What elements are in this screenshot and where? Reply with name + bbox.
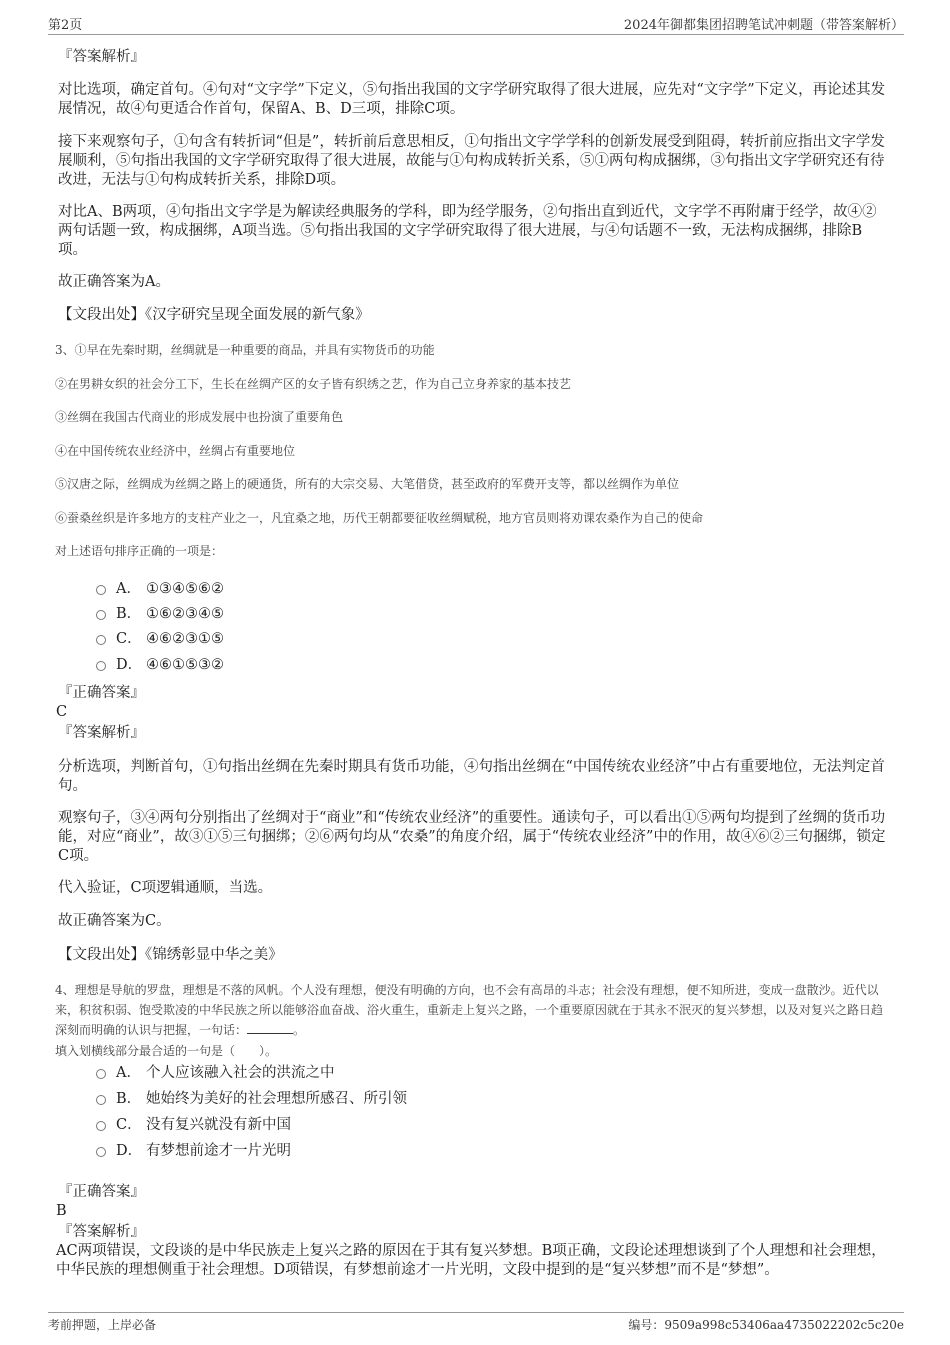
analysis-label: 『答案解析』 — [58, 49, 145, 65]
source-citation: 【文段出处】《汉字研究呈现全面发展的新气象》 — [58, 307, 370, 323]
page-header — [48, 14, 904, 35]
question-sentence: ⑤汉唐之际，丝绸成为丝绸之路上的硬通货，所有的大宗交易、大笔借贷，甚至政府的军费开支等，都以丝绸作为单位 — [55, 477, 680, 491]
radio-button-icon[interactable] — [96, 661, 106, 671]
analysis-paragraph: 分析选项，判断首句，①句指出丝绸在先秦时期具有货币功能，④句指出丝绸在“中国传统农业经济”中占有重要地位，无法判定首句。 — [58, 759, 885, 794]
option-d[interactable]: D． 有梦想前途才一片光明 — [96, 1142, 291, 1160]
radio-button-icon[interactable] — [96, 1121, 106, 1131]
document-id: 编号：9509a998c53406aa4735022202c5c20e — [628, 1318, 904, 1332]
radio-button-icon[interactable] — [96, 585, 106, 595]
radio-button-icon[interactable] — [96, 1147, 106, 1157]
question-sentence: ③丝绸在我国古代商业的形成发展中也扮演了重要角色 — [55, 410, 344, 424]
option-c[interactable]: C． ④⑥②③①⑤ — [96, 630, 224, 648]
answer-conclusion: 故正确答案为C。 — [58, 913, 171, 929]
radio-button-icon[interactable] — [96, 1095, 106, 1105]
analysis-paragraph: 观察句子，③④两句分别指出了丝绸对于“商业”和“传统农业经济”的重要性。通读句子，可以看出①⑤两句均提到了丝绸的货币功能，对应“商业”，故③①⑤三句捆绑；②⑥两句均从“农桑”的角度介绍，属于“传统农业经济”中的作用，故④⑥②三句捆绑，锁定C项。 — [58, 810, 886, 864]
question-sentence: 3、①早在先秦时期，丝绸就是一种重要的商品，并具有实物货币的功能 — [55, 343, 435, 357]
page-footer — [48, 1312, 904, 1333]
correct-answer-label: 『正确答案』 — [58, 685, 145, 701]
question-sentence: ⑥蚕桑丝织是许多地方的支柱产业之一，凡宜桑之地，历代王朝都要征收丝绸赋税，地方官员则将劝课农桑作为自己的使命 — [55, 511, 704, 525]
question-prompt: 对上述语句排序正确的一项是： — [55, 544, 224, 558]
question-sentence: ④在中国传统农业经济中，丝绸占有重要地位 — [55, 444, 296, 458]
option-d[interactable]: D． ④⑥①⑤③② — [96, 656, 224, 674]
document-title: 2024年御都集团招聘笔试冲刺题（带答案解析） — [623, 18, 904, 33]
option-a[interactable]: A． 个人应该融入社会的洪流之中 — [96, 1064, 335, 1082]
analysis-paragraph: 接下来观察句子，①句含有转折词“但是”，转折前后意思相反，①句指出文字学学科的创新发展受到阻碍，转折前应指出文字学发展顺利，⑤句指出我国的文字学研究取得了很大进展，故能与①句构成转折关系，⑤①两句构成捆绑，③句指出文字学研究还有待改进，无法与①句构成转折关系，排除D项。 — [58, 134, 885, 188]
footer-slogan: 考前押题，上岸必备 — [48, 1318, 157, 1332]
correct-answer: B — [56, 1203, 67, 1219]
analysis-label: 『答案解析』 — [58, 725, 145, 741]
page-number: 第2页 — [48, 18, 83, 33]
correct-answer: C — [56, 704, 68, 720]
answer-conclusion: 故正确答案为A。 — [58, 274, 170, 290]
radio-button-icon[interactable] — [96, 610, 106, 620]
analysis-paragraph: AC两项错误，文段谈的是中华民族走上复兴之路的原因在于其有复兴梦想。B项正确，文段论述理想谈到了个人理想和社会理想，中华民族的理想侧重于社会理想。D项错误，有梦想前途才一片光明，文段中提到的是“复兴梦想”而不是“梦想”。 — [56, 1243, 886, 1278]
analysis-paragraph: 代入验证，C项逻辑通顺，当选。 — [58, 880, 273, 896]
radio-button-icon[interactable] — [96, 1069, 106, 1079]
option-c[interactable]: C． 没有复兴就没有新中国 — [96, 1116, 291, 1134]
answer-blank — [247, 1021, 293, 1034]
analysis-label: 『答案解析』 — [58, 1224, 145, 1240]
question-stem: 4、理想是导航的罗盘，理想是不落的风帆。个人没有理想，便没有明确的方向，也不会有高昂的斗志；社会没有理想，便不知所进，变成一盘散沙。近代以来，积贫积弱、饱受欺凌的中华民族之所以能够浴血奋战、浴火重生，重新走上复兴之路，一个重要原因就在于其永不泯灭的复兴梦想，以及对复兴之路日趋深刻而明确的认识与把握，一句话： 。 — [55, 983, 884, 1037]
question-sentence: ②在男耕女织的社会分工下，生长在丝绸产区的女子皆有织绣之艺，作为自己立身养家的基本技艺 — [55, 377, 572, 391]
radio-button-icon[interactable] — [96, 635, 106, 645]
option-b[interactable]: B． 她始终为美好的社会理想所感召、所引领 — [96, 1090, 407, 1108]
option-a[interactable]: A． ①③④⑤⑥② — [96, 580, 224, 598]
analysis-paragraph: 对比A、B两项，④句指出文字学是为解读经典服务的学科，即为经学服务，②句指出直到近代，文字学不再附庸于经学，故④②两句话题一致，构成捆绑，A项当选。⑤句指出我国的文字学研究取得了很大进展，与④句话题不一致，无法构成捆绑，排除B项。 — [58, 204, 877, 258]
source-citation: 【文段出处】《锦绣彰显中华之美》 — [58, 947, 283, 963]
option-b[interactable]: B． ①⑥②③④⑤ — [96, 605, 224, 623]
analysis-paragraph: 对比选项，确定首句。④句对“文字学”下定义，⑤句指出我国的文字学研究取得了很大进展，应先对“文字学”下定义，再论述其发展情况，故④句更适合作首句，保留A、B、D三项，排除C项。 — [58, 82, 886, 117]
correct-answer-label: 『正确答案』 — [58, 1184, 145, 1200]
question-prompt: 填入划横线部分最合适的一句是（ ）。 — [55, 1044, 278, 1058]
